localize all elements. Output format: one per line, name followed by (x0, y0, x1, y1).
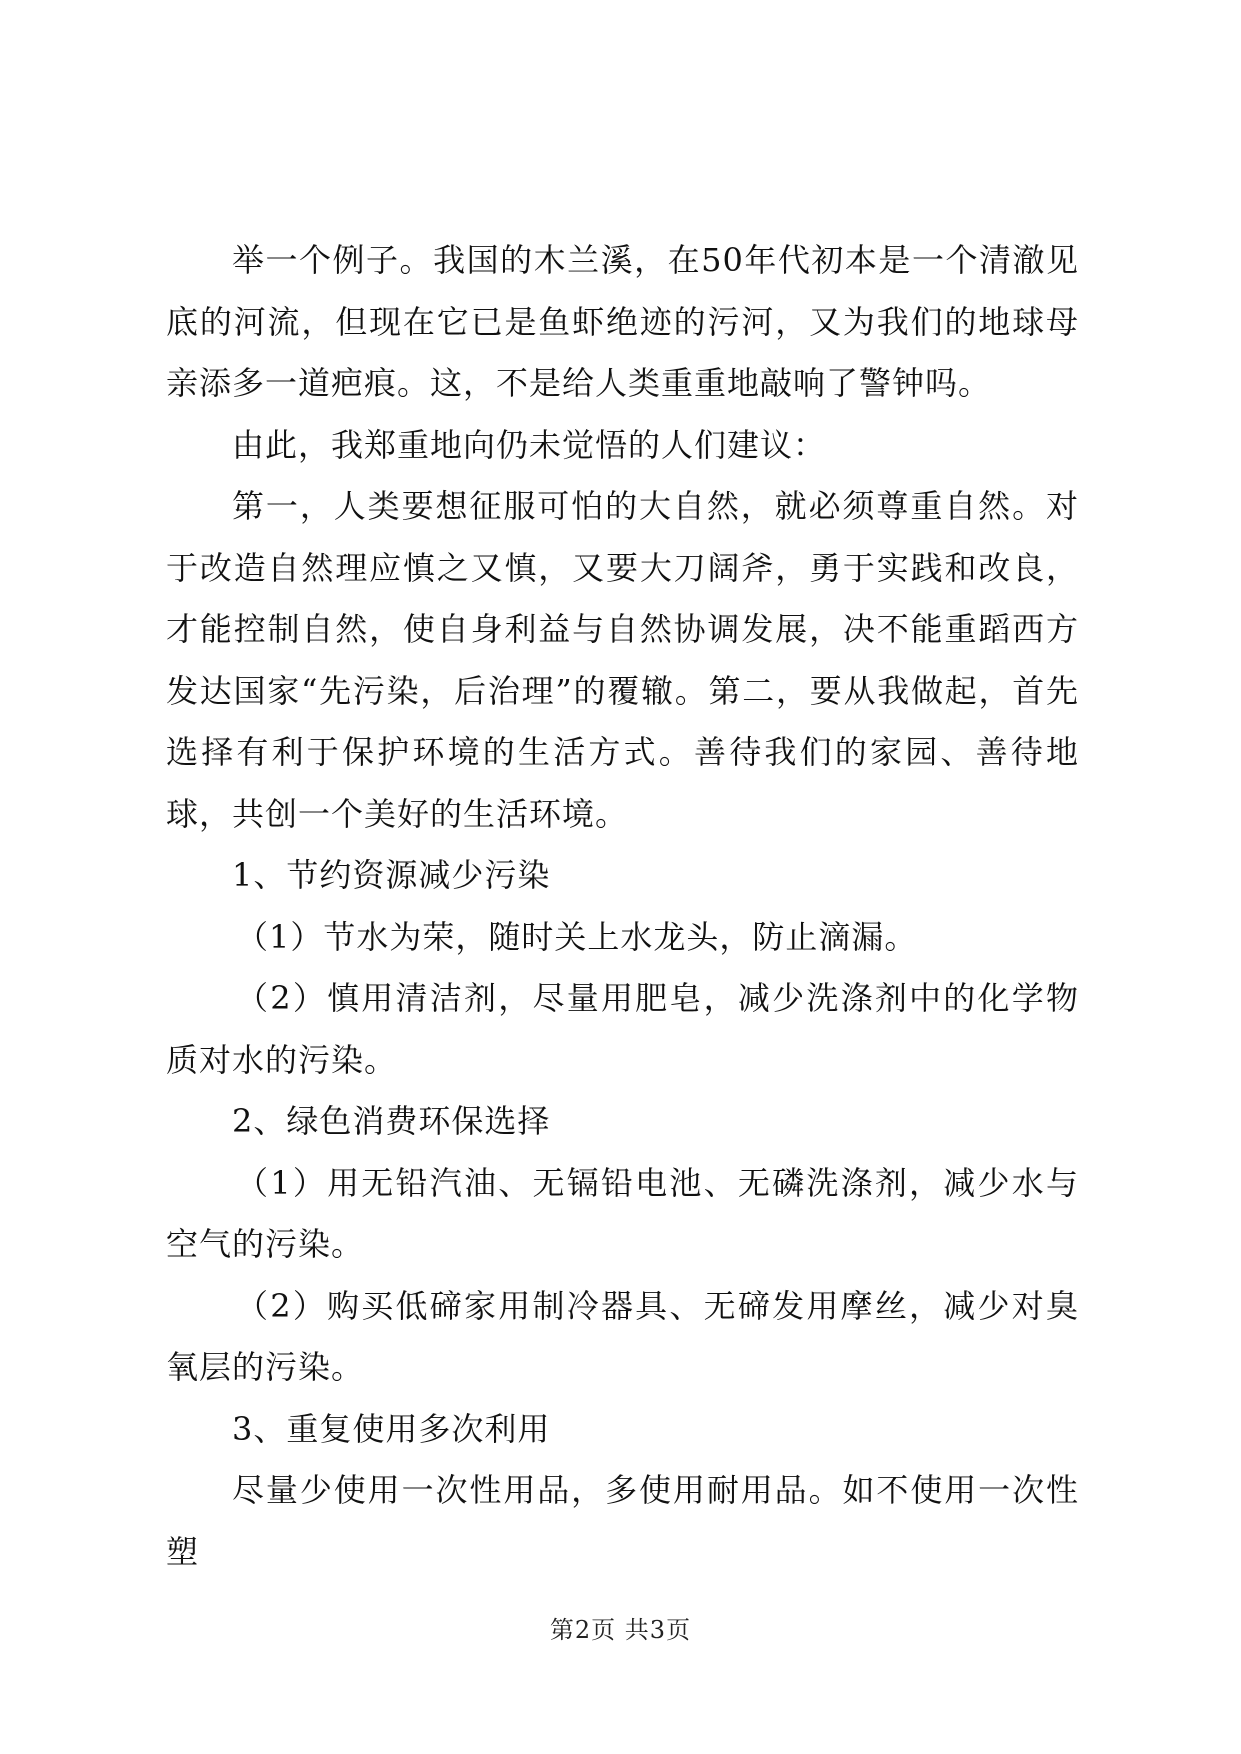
heading-reuse: 3、重复使用多次利用 (232, 1409, 551, 1448)
list-item-save-water: （1）节水为荣，随时关上水龙头，防止滴漏。 (236, 917, 918, 956)
document-body (166, 230, 1079, 1583)
list-item-cleaner: （2）慎用清洁剂，尽量用肥皂，减少洗涤剂中的化学物质对水的污染。 (166, 979, 1079, 1079)
page-footer: 第2页 共3页 (549, 1616, 692, 1644)
paragraph-reuse: 尽量少使用一次性用品，多使用耐用品。如不使用一次性塑 (166, 1471, 1079, 1571)
paragraph-suggestion-intro: 由此，我郑重地向仍未觉悟的人们建议： (232, 425, 827, 464)
heading-green-consumption: 2、绿色消费环保选择 (232, 1102, 551, 1140)
list-item-ozone: （2）购买低碲家用制冷器具、无碲发用摩丝，减少对臭氧层的污染。 (166, 1286, 1079, 1386)
heading-save-resources: 1、节约资源减少污染 (232, 856, 551, 894)
paragraph-first-second: 第一，人类要想征服可怕的大自然，就必须尊重自然。对于改造自然理应慎之又慎，又要大刀阔斧，勇于实践和改良，才能控制自然，使自身利益与自然协调发展，决不能重蹈西方发达国家“先污染，后治理”的覆辙。第二，要从我做起，首先选择有利于保护环境的生活方式。善待我们的家园、善待地球，共创一个美好的生活环境。 (166, 487, 1079, 833)
list-item-unleaded: （1）用无铅汽油、无镉铅电池、无磷洗涤剂，减少水与空气的污染。 (166, 1163, 1079, 1263)
paragraph-example: 举一个例子。我国的木兰溪，在50年代初本是一个清澈见底的河流，但现在它已是鱼虾绝迹的污河，又为我们的地球母亲添多一道疤痕。这，不是给人类重重地敲响了警钟吗。 (166, 241, 1079, 402)
